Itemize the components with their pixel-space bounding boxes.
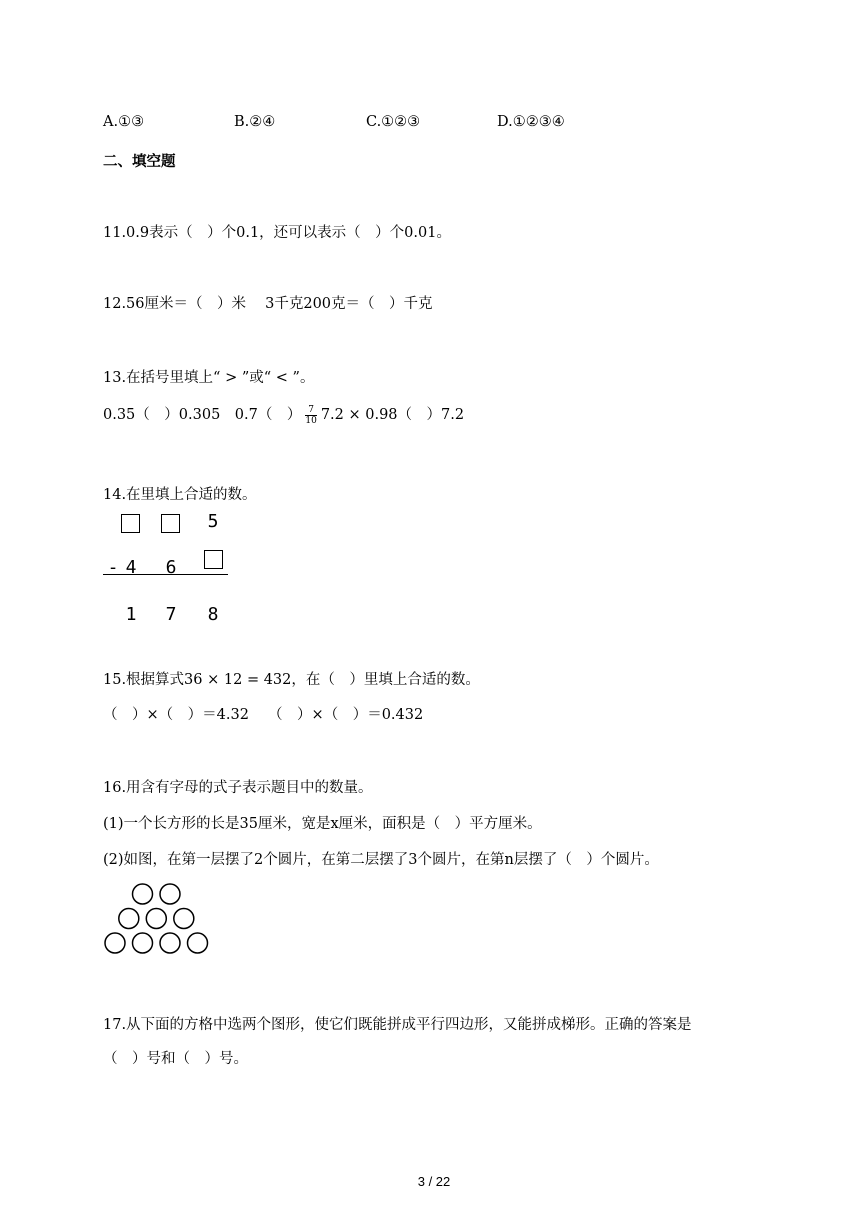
question-13-prompt: 13.在括号里填上“ > ”或“ < ”。	[103, 370, 315, 386]
circle-chip	[160, 933, 180, 953]
question-11: 11.0.9表示（ ）个0.1，还可以表示（ ）个0.01。	[103, 225, 451, 241]
circle-chip	[174, 909, 194, 929]
circle-chip	[146, 909, 166, 929]
fraction-denominator: 10	[305, 415, 317, 426]
option-a: A.①③	[103, 114, 145, 130]
circle-chip	[105, 933, 125, 953]
circle-chip	[133, 884, 153, 904]
digit: 8	[207, 604, 219, 625]
question-13-items	[103, 403, 464, 426]
answer-box[interactable]	[121, 514, 140, 533]
fraction	[305, 405, 316, 426]
digit: 1	[125, 604, 137, 625]
circle-chip	[160, 884, 180, 904]
circle-pyramid-figure	[103, 882, 218, 962]
question-13-part1: 0.35（ ）0.305 0.7（ ）	[103, 407, 302, 423]
option-b: B.②④	[234, 114, 276, 130]
circle-chip	[188, 933, 208, 953]
question-13-part2: 7.2 × 0.98（ ）7.2	[320, 407, 465, 423]
question-16-prompt: 16.用含有字母的式子表示题目中的数量。	[103, 780, 373, 796]
question-14-prompt: 14.在里填上合适的数。	[103, 487, 257, 503]
circle-chip	[119, 909, 139, 929]
circle-chip	[133, 933, 153, 953]
option-c: C.①②③	[366, 114, 421, 130]
digit: 4	[125, 557, 137, 578]
option-d: D.①②③④	[497, 114, 565, 130]
digit: 7	[165, 604, 177, 625]
question-15-prompt: 15.根据算式36 × 12 = 432，在（ ）里填上合适的数。	[103, 672, 480, 688]
subtraction-rule	[103, 574, 228, 575]
fraction-numerator: 7	[305, 405, 316, 416]
question-12: 12.56厘米＝（ ）米 3千克200克＝（ ）千克	[103, 296, 433, 312]
question-17-line1: 17.从下面的方格中选两个图形，使它们既能拼成平行四边形，又能拼成梯形。正确的答案是	[103, 1017, 692, 1033]
minus-sign: -	[107, 557, 119, 578]
question-15-line: （ ）×（ ）＝4.32 （ ）×（ ）＝0.432	[103, 707, 424, 723]
digit: 5	[207, 511, 219, 532]
subtraction-problem	[103, 508, 233, 633]
page-number: 3 / 22	[417, 1174, 451, 1189]
answer-box[interactable]	[161, 514, 180, 533]
section-title: 二、填空题	[103, 153, 176, 170]
question-16-sub1: (1)一个长方形的长是35厘米，宽是x厘米，面积是（ ）平方厘米。	[103, 816, 542, 832]
question-16-sub2: (2)如图，在第一层摆了2个圆片，在第二层摆了3个圆片，在第n层摆了（ ）个圆片。	[103, 852, 659, 868]
question-17-line2: （ ）号和（ ）号。	[103, 1051, 248, 1067]
digit: 6	[165, 557, 177, 578]
answer-box[interactable]	[204, 550, 223, 569]
